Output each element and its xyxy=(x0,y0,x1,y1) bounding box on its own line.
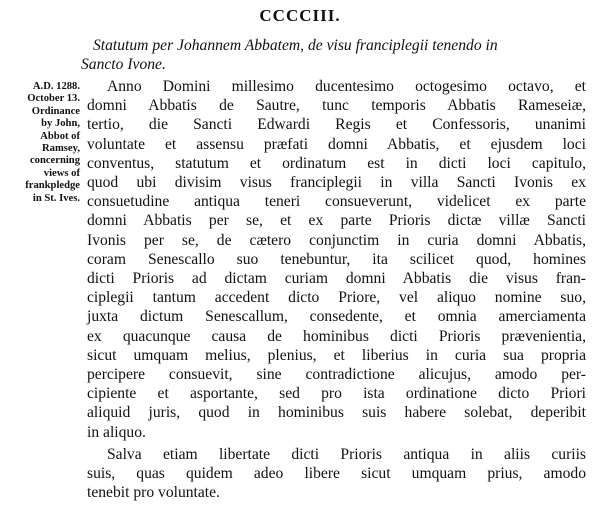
margin-note-line: Ramsey, xyxy=(42,143,80,155)
text-line: tenebit pro voluntate. xyxy=(87,484,220,502)
document-title xyxy=(81,36,583,74)
margin-note xyxy=(4,81,80,205)
text-line: domni Abbatis de Sautre, tunc temporis Abbatis Rameseiæ, xyxy=(87,97,586,115)
margin-note-line: by John, xyxy=(41,118,80,130)
text-line: consuetudine antiqua teneri consueverunt, videlicet ex parte xyxy=(87,193,586,211)
text-line: coram Senescallo suo tenebuntur, ita scilicet quod, homines xyxy=(87,250,586,268)
text-line: aliquid juris, quod in hominibus suis habere solebat, deperibit xyxy=(87,404,586,422)
margin-note-line: concerning xyxy=(29,155,80,167)
text-line: ex quacunque causa de hominibus dicti Prioris prævenientia, xyxy=(87,327,586,345)
text-line: suis, quas quidem adeo libere sicut umquam prius, amodo xyxy=(87,465,586,483)
margin-note-line: Ordinance xyxy=(31,105,80,117)
margin-note-line: October 13. xyxy=(27,93,80,105)
text-line: dicti Prioris ad dictam curiam domni Abbatis die visus fran- xyxy=(87,270,586,288)
paragraph-1 xyxy=(87,77,586,442)
document-body xyxy=(87,77,586,502)
text-line: percipere consuevit, sine contradictione alicujus, amodo per- xyxy=(87,366,586,384)
margin-note-line: views of xyxy=(43,167,80,179)
title-line-1: Statutum per Johannem Abbatem, de visu franciplegii tenendo in xyxy=(93,37,498,54)
text-line: sicut umquam melius, plenius, et liberius in curia sua propria xyxy=(87,346,586,364)
text-line: Ivonis per se, de cætero conjunctim in curia domni Abbatis, xyxy=(87,231,586,249)
text-line: juxta dictum Senescallum, consedente, et omnia amerciamenta xyxy=(87,308,586,326)
margin-note-line: A.D. 1288. xyxy=(32,81,80,92)
text-line: conventus, statutum et ordinatum est in dicti loci capitulo, xyxy=(87,154,586,172)
text-line: Salva etiam libertate dicti Prioris antiqua in aliis curiis xyxy=(107,445,586,463)
text-line: cipiente et asportante, sed pro ista ordinatione dicto Priori xyxy=(87,385,586,403)
margin-note-line: Abbot of xyxy=(40,130,80,142)
document-number: CCCCIII. xyxy=(259,6,341,25)
margin-note-line: in St. Ives. xyxy=(32,192,80,204)
title-line-2: Sancto Ivone. xyxy=(81,56,166,73)
text-line: ciplegii tantum accedent dicto Priore, vel aliquo nomine suo, xyxy=(87,289,586,307)
paragraph-2 xyxy=(87,445,586,503)
text-line: in aliquo. xyxy=(87,423,146,441)
text-line: voluntate et assensu præfati domni Abbatis, et ejusdem loci xyxy=(87,135,586,153)
text-line: Anno Domini millesimo ducentesimo octogesimo octavo, et xyxy=(107,78,586,95)
text-line: quod ubi divisim visus franciplegii in villa Sancti Ivonis ex xyxy=(87,174,586,192)
text-line: domni Abbatis per se, et ex parte Prioris dictæ villæ Sancti xyxy=(87,212,586,230)
text-line: tertio, die Sancti Edwardi Regis et Confessoris, unanimi xyxy=(87,116,586,134)
margin-note-line: frankpledge xyxy=(25,180,80,192)
